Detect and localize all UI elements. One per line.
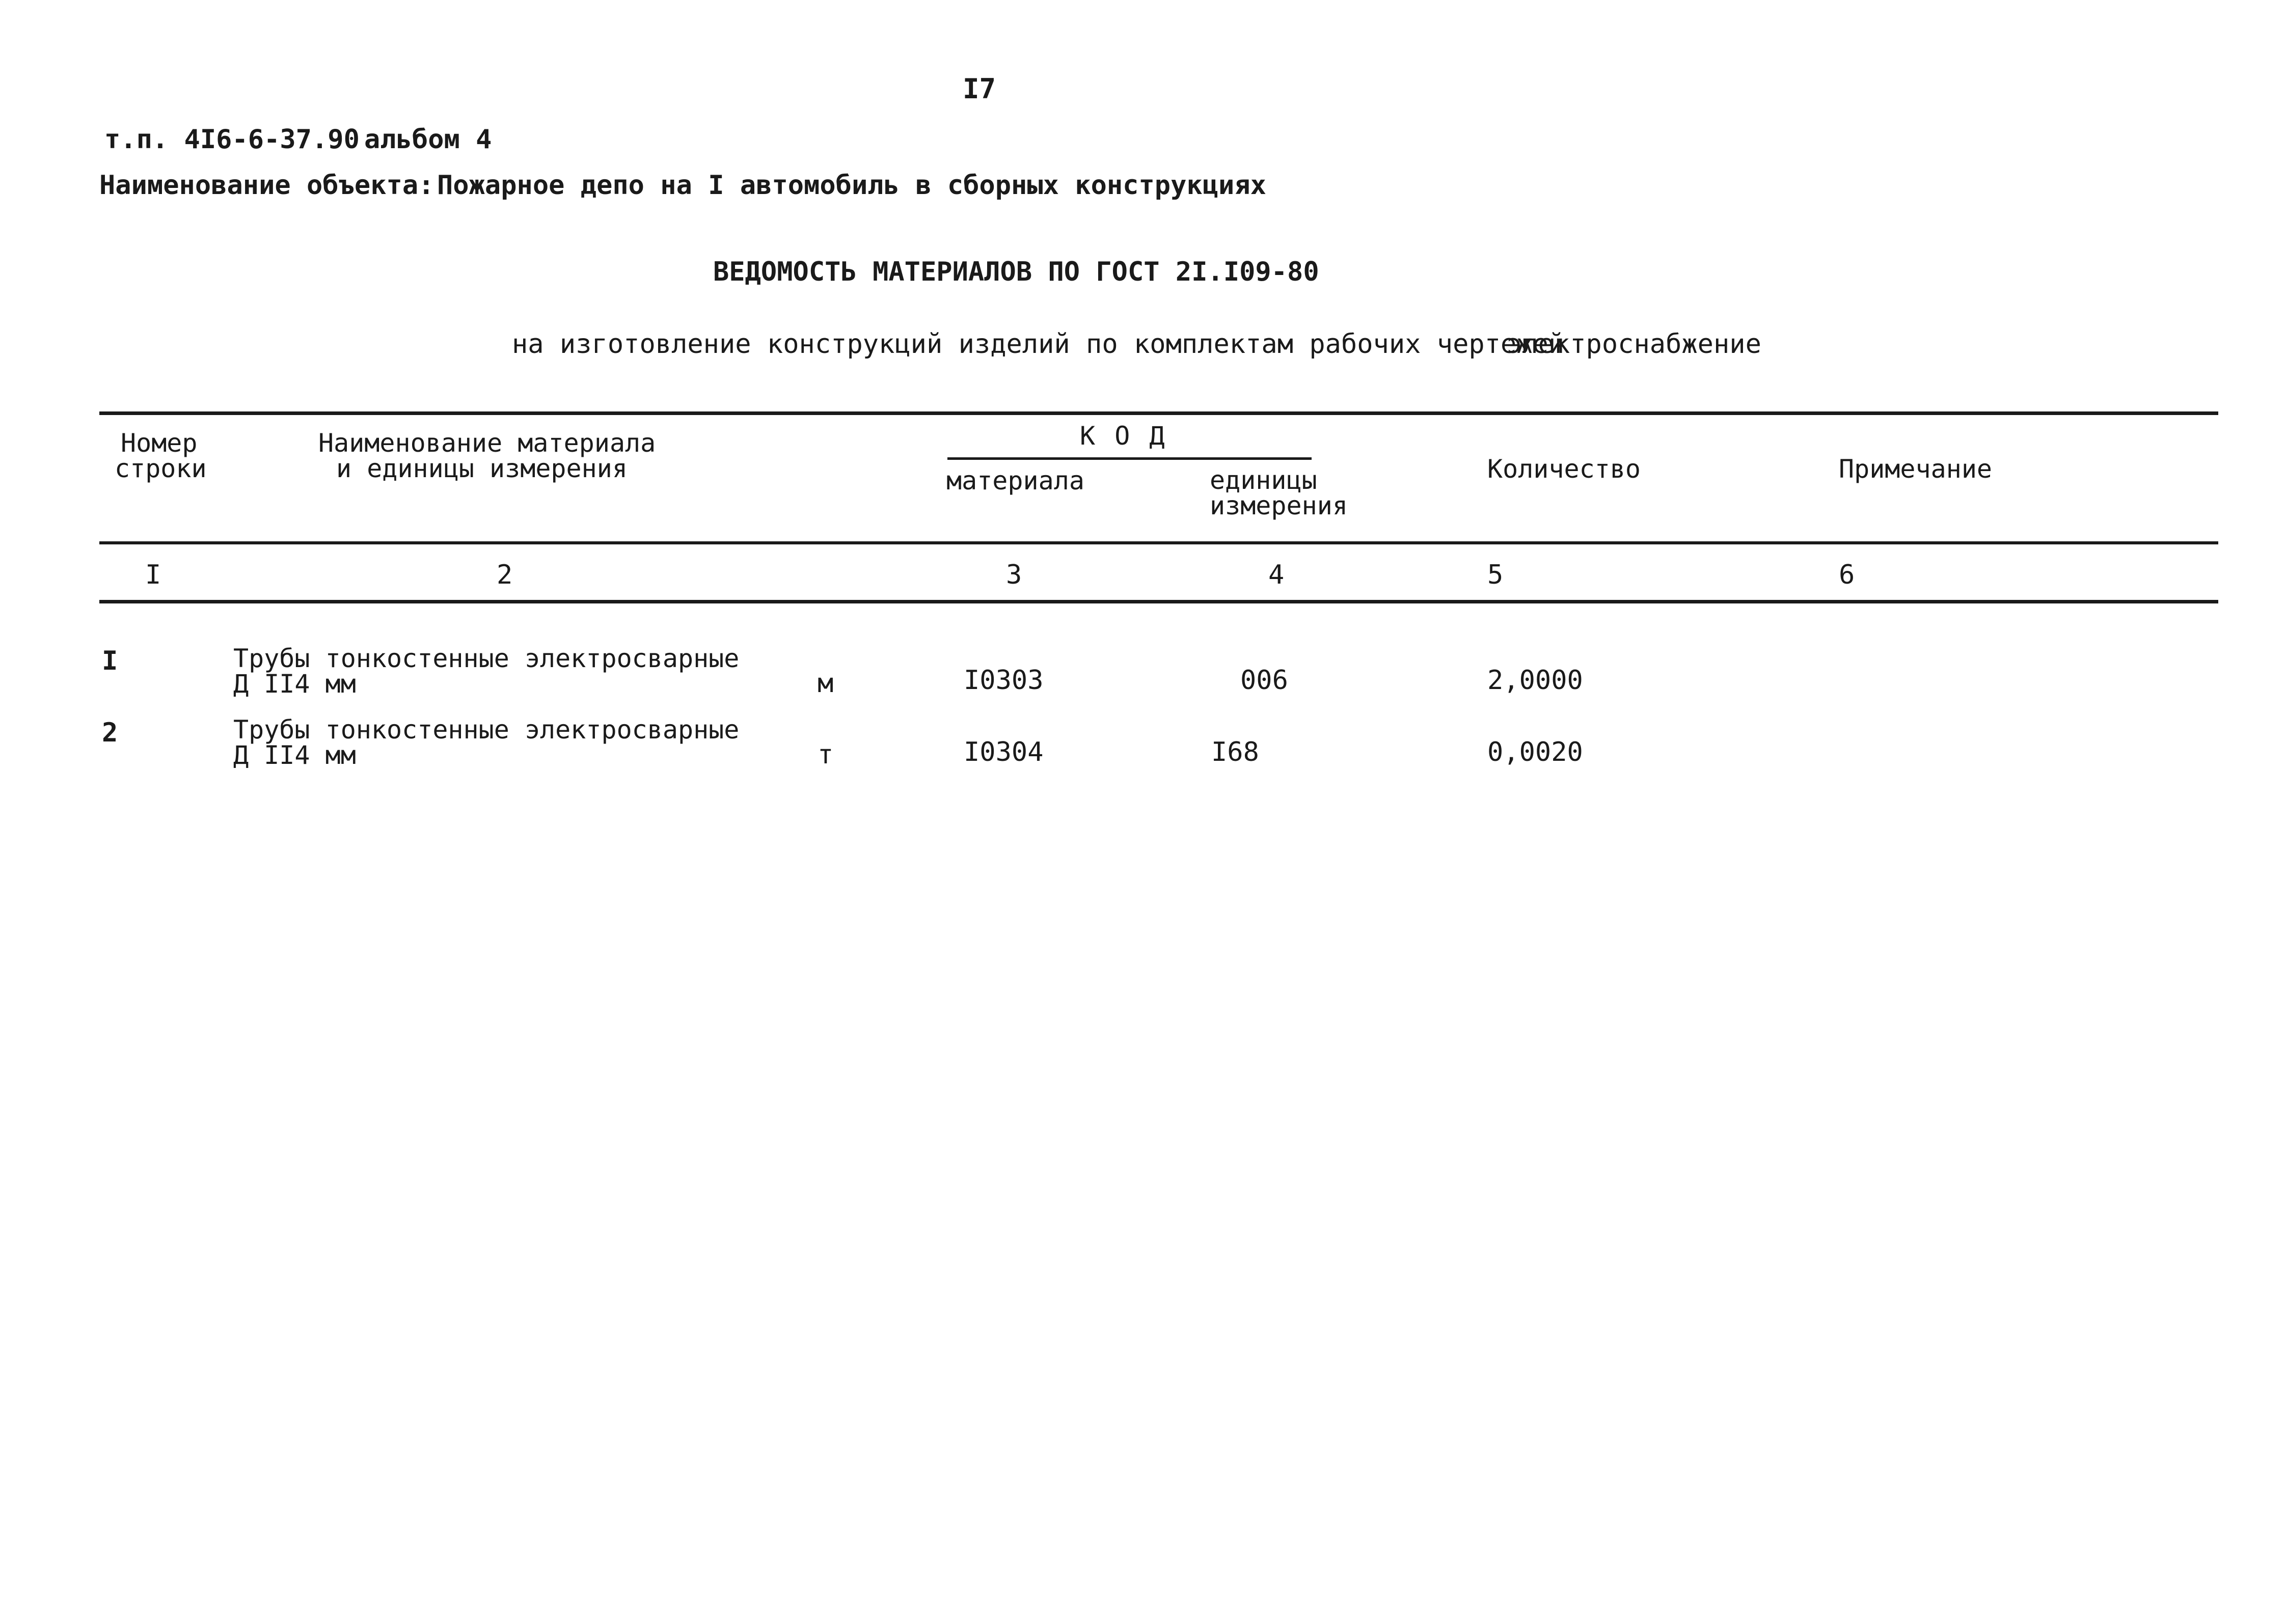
unit: т (818, 739, 834, 770)
header-bottom-rule (99, 541, 2218, 544)
page-number: I7 (963, 73, 996, 105)
unit-code: 006 (1240, 665, 1288, 696)
material-name (233, 717, 739, 768)
material-name (233, 646, 739, 697)
document-subtitle: на изготовление конструкций изделий по комплектам рабочих чертежей (512, 329, 1565, 360)
header-unit-code (1210, 467, 1348, 518)
unit-code: I68 (1211, 737, 1259, 767)
header-row-number-line2: строки (115, 454, 207, 483)
material-name-line2: Д II4 мм (233, 669, 356, 699)
column-number-6: 6 (1839, 560, 1855, 590)
unit: м (818, 668, 834, 699)
header-material-code: материала (946, 466, 1084, 496)
header-material-name-line2: и единицы измерения (336, 454, 628, 483)
header-note: Примечание (1839, 454, 1993, 484)
header-code-rule (947, 457, 1312, 460)
quantity: 2,0000 (1487, 665, 1583, 696)
object-name: Пожарное депо на I автомобиль в сборных конструкциях (437, 170, 1266, 201)
header-material-name (318, 430, 656, 481)
row-number: I (102, 646, 118, 676)
material-name-line1: Трубы тонкостенные электросварные (233, 644, 740, 673)
table-top-rule (99, 411, 2218, 415)
header-row-number (115, 430, 207, 481)
material-name-line1: Трубы тонкостенные электросварные (233, 715, 740, 745)
object-label: Наименование объекта: (99, 170, 434, 201)
column-numbers-rule (99, 600, 2218, 603)
doc-reference: т.п. 4I6-6-37.90 (104, 124, 360, 155)
column-number-2: 2 (497, 560, 513, 590)
column-number-5: 5 (1487, 560, 1504, 590)
material-name-line2: Д II4 мм (233, 740, 356, 770)
column-number-1: I (145, 560, 161, 590)
column-number-4: 4 (1268, 560, 1285, 590)
header-material-name-line1: Наименование материала (318, 428, 656, 458)
material-code: I0304 (964, 737, 1044, 767)
document-title: ВЕДОМОСТЬ МАТЕРИАЛОВ ПО ГОСТ 2I.I09-80 (713, 257, 1319, 287)
header-quantity: Количество (1487, 454, 1641, 484)
quantity: 0,0020 (1487, 737, 1583, 767)
column-number-3: 3 (1006, 560, 1022, 590)
header-unit-code-line1: единицы (1210, 465, 1317, 495)
row-number: 2 (102, 718, 118, 748)
header-row-number-line1: Номер (121, 428, 198, 458)
header-unit-code-line2: измерения (1210, 491, 1348, 520)
album-label: альбом 4 (364, 124, 492, 155)
header-code: К О Д (1080, 421, 1167, 451)
section-name: электроснабжение (1506, 329, 1761, 360)
material-code: I0303 (964, 665, 1044, 696)
